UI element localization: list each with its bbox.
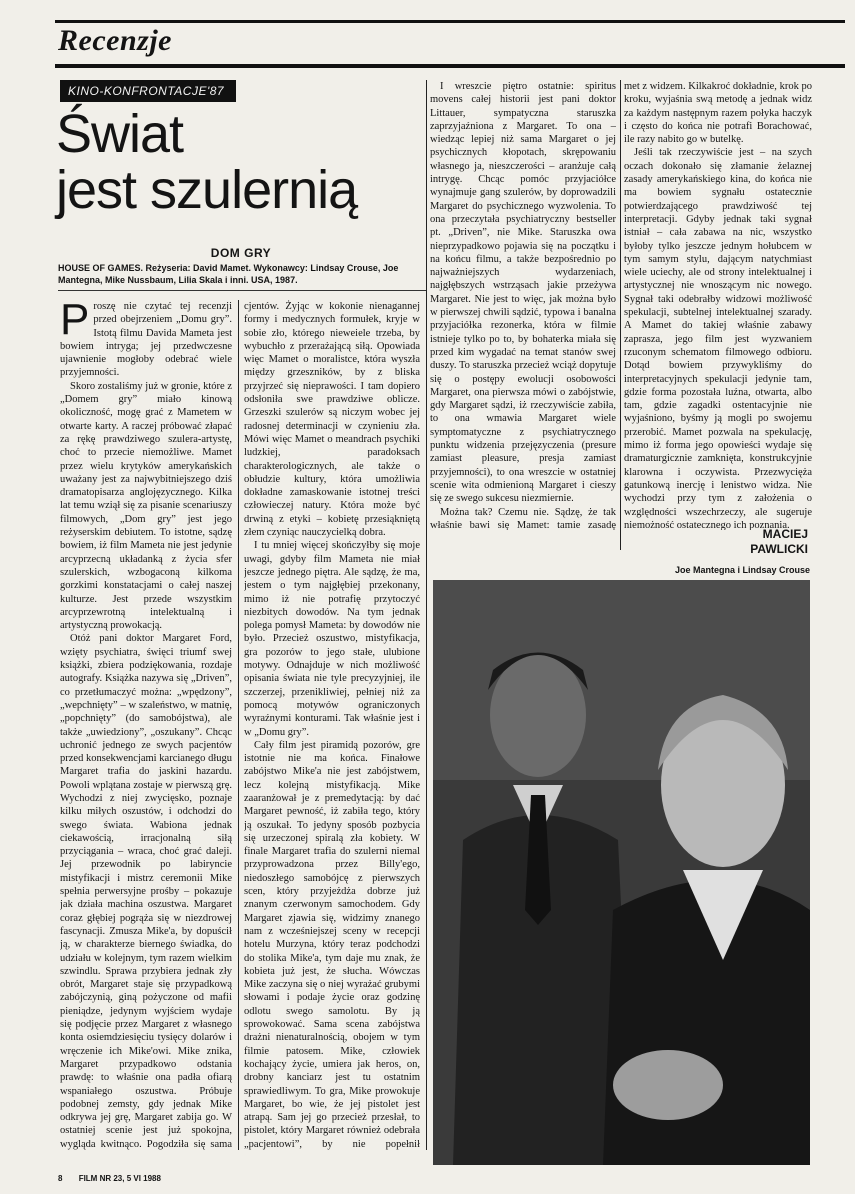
photo-caption: Joe Mantegna i Lindsay Crouse xyxy=(674,565,810,575)
paragraph-text: roszę nie czytać tej recenzji przed obejrzeniem „Domu gry”. Istotą filmu Davida Mameta jest bowiem intryga; jej przedwczesne ujawnienie mogłoby odebrać wiele przyjemności. xyxy=(60,301,232,379)
text-column-2 xyxy=(244,300,420,1150)
headline-line-2: jest szulernią xyxy=(56,160,358,220)
paragraph: cjentów. Żyjąc w kokonie nienagannej formy i medycznych formułek, kryje w sobie zło, którego nieweiele trzeba, by wybuchło z przerażającą siłą. Opowiada więc Mamet o moralistce, która wyszła między grzeszników, by z bliska przyjrzeć się nieprawości. I tam dopiero odsłoniła swe prawdziwe oblicze. Grzeszki szulerów są niczym wobec jej radosnej determinacji w czynieniu zła. Mówi więc Mamet o meandrach psychiki ludzkiej, paradoksach charakterologicznych, ale także o obłudzie kultury, która umożliwia dokładne zamaskowanie istotnej treści człowieczej natury. Która może być drwiną z etyki – kobietę przesiąkniętą złem czyniąc nauczycielką dobra. xyxy=(244,301,420,539)
top-rule xyxy=(55,20,845,23)
paragraph xyxy=(60,300,232,380)
film-credits: HOUSE OF GAMES. Reżyseria: David Mamet. Wykonawcy: Lindsay Crouse, Joe Mantegna, Mike Nussbaum, Lilia Skala i inni. USA, 1987. xyxy=(58,263,399,285)
column-divider xyxy=(238,300,239,1150)
paragraph: Można tak? Czemu nie. Sądzę, że tak właśnie bawi się Mamet: tamie zasadę xyxy=(430,506,616,530)
paragraph: I tu mniej więcej skończyłby się moje uwagi, gdyby film Mameta nie miał jeszcze jednego piętra. Ale sądzę, że ma, jestem o tym najgłębiej przekonany, mimo iż nie potrafię przytoczyć niezbitych dowodów. Na tym jednak polega pomysł Mameta: by dowodów nie było. Przecież oszustwo, mistyfikacja, gra pozorów to jego stałe, ulubione motywy. Odnajduje w nich możliwość opisania świata nie tyle precyzyjniej, ile szczerzej, przenikliwiej, pełniej niż za pomocą motywów ograniczonych wyraźnymi konturami. Tak właśnie jest i w „Domu gry”. xyxy=(244,540,420,738)
film-title: DOM GRY xyxy=(210,246,272,260)
paragraph: Otóż pani doktor Margaret Ford, wzięty psychiatra, święci triumf swej książki, zbiera podziękowania, rozdaje autografy. Książka nazywa się „Driven”, co przetłumaczyć można: „wpędzony”, „wepchnięty” – w szaleństwo, w matnię, „popchnięty” (do samobójstwa), ale także „uwiedziony”, „oszukany”. Chcąc uchronić jednego ze swych pacjentów przed konsekwencjami karcianego długu Margaret trafia do jaskini hazardu. Powoli wplątana zostaje w pierwszą grę. Wychodzi z niej zwycięsko, poznaje kilku miłych oszustów, i odchodzi do swego świata. Wabiona jednak ciekawością, irracjonalną siłą przyciągania – wraca, choć grać daleji. Jej przewodnik po labiryncie mistyfikacji i mistrz ceremonii Mike spełnia perwersyjne prośby – pokazuje jak działa machina oszustwa. Margaret coraz głębiej pogrąża się w niezdrowej fascynacji. Zmusza Mike'a, by dopuścił ją, w charakterze biernego świadka, do udziału w kolejnym, tym razem wielkim szwindlu. Sprawa przybiera jednak zły obrót, Margaret staje się przypadkową zabójczynią, giną pożyczone od mafii pieniądze, jedynym wyjściem wydaje się podjęcie przez Margaret z własnego konta osiemdziesięciu tysięcy dolarów i wręczenie ich Mike'owi. Mike znika, Margaret przypadkowo odstania prawdę: to właśnie ona padła ofiarą wspaniałego oszustwa. Próbuje podobnej zemsty, gdy jednak Mike odkrywa jej grę, Margaret zabija go. W ostatniej scenie jest już spokojna, wygląda kwitnąco. Pogodziła się sama xyxy=(60,633,232,1150)
column-divider xyxy=(426,80,427,1150)
text-column-1 xyxy=(60,300,232,1150)
credits-rule xyxy=(58,290,426,291)
drop-cap: P xyxy=(60,300,90,344)
page-footer xyxy=(58,1174,458,1183)
paragraph: Cały film jest piramidą pozorów, gre istotnie nie ma końca. Finałowe zabójstwo Mike'a nie jest zabójstwem, lecz kolejną mistyfikacją. Mike zaaranżował je z premedytacją: by dać Margaret pewność, iż zabiła tego, który ją oszukał. To jedyny sposób pozbycia się urzeczonej spiralą zła kobiety. W finale Margaret trafia do szulerni niemal przyprowadzona przez Billy'ego, niedoszłego samobójcę z pierwszych scen, który przyjeżdża dobrze już znanym czerwonym samochodem. Gdy Margaret zjawia się, widzimy znanego nam z wcześniejszej sceny w recepcji hotelu Murzyna, który teraz podchodzi do stolika Mike'a, tym daje mu znak, że kobieta już jest, że słucha. Wówczas Mike zaczyna się o niej wyrażać grubymi słowami i podaje życie oraz godzinę odlotu swego samolotu. By ją sprowokować. Sama scena zabójstwa drażni nienaturalnością, obojem w tym filmie patosem. Mike, człowiek kochający życie, umiera jak heros, on, drobny kanciarz jest tu ostatnim sprawiedliwym. To gra, Mike prowokuje Margaret, bo wie, że jej pistolet jest atrapą. Sam jej go przecież przesłał, to pistolet, który Margaret również odebrała „pacjentowi”, by nie popełnił xyxy=(244,739,420,1150)
paragraph: met z widzem. Kilkakroć dokładnie, krok po kroku, wyjaśnia swą metodę a jednak widz za każdym następnym razem połyka haczyk i często do końca nie potrafi Borachować, ile razy nabito go w butelkę. xyxy=(624,81,812,146)
author-last-name: PAWLICKI xyxy=(750,542,808,556)
paragraph: Skoro zostaliśmy już w gronie, które z „Domem gry” miało kinową okoliczność, mogę grać z Mametem w otwarte karty. A raczej próbować złapać za rękę prawdziwego szulera-artystę, choć to przecie niemożliwe. Mamet przez wielu krytyków amerykańskich uważany jest za najwybitniejszego dziś dramatopisarza anglojęzycznego. Kilka lat temu wziął się za pisanie scenariuszy filmowych, „Dom gry” jest jego reżyserskim debiutem. To istotne, sądzę bowiem, iż film Mameta nie jest jedynie arcyprzecną układanką z życia sfer szulerskich, wzbogaconą kilkoma gorzkimi konstatacjami o całej naszej kulturze. Jest przede wszystkim arcyprzewrotną intelektualną i artystyczną prowokacją. xyxy=(60,380,232,632)
series-badge: KINO-KONFRONTACJE'87 xyxy=(60,80,236,102)
section-rule xyxy=(55,64,845,68)
column-divider xyxy=(620,80,621,550)
issue-info: FILM NR 23, 5 VI 1988 xyxy=(78,1174,161,1183)
film-still-photo xyxy=(433,580,810,1165)
article-headline xyxy=(56,106,426,218)
paragraph: Jeśli tak rzeczywiście jest – na szych oczach dokonało się złamanie żelaznej zasady amerykańskiego kina, do końca nie ma bowiem sygnału ostatecznie potwierdzającego prawdziwość tej interpretacji. Gdyby jednak taki sygnał istniał – cała zabawa na nic, wszystko byłoby tylko jeszcze jednym hołubcem w tym samym stylu, dającym natychmiast wiele uciechy, ale od strony intelektualnej i artystycznej nie wnoszącym nic nowego. Sygnał taki odebrałby widzowi możliwość spekulacji, subtelnej intelektualnej szarady. A Mamet do takiej właśnie zabawy zaprasza, jego film jest wyzwaniem rzuconym schematom filmowego odbioru. Dotąd bowiem przywykliśmy do interpretacyjnych spekulacji jedynie tam, gdzie forma pozostała luźna, otwarta, albo tam, gdzie zagadki ostentacyjnie nie wyjaśniono, byśmy ją mogli po swojemu przerobić. Mamet pozwala na spekulację, mimo iż forma jego opowieści wydaje się dramaturgicznie zamknięta, konstrukcyjnie klarowna i oczywista. Przezwycięża gatunkową inercję i lenistwo widza. Nie wychodzi przy tym z założenia o względności wszechrzeczy, ale sugeruje niemożność ostatecznego ich poznania. xyxy=(624,147,812,530)
headline-line-1: Świat xyxy=(56,104,184,164)
photo-illustration xyxy=(433,580,810,1165)
section-title: Recenzje xyxy=(58,24,172,57)
paragraph: I wreszcie piętro ostatnie: spiritus movens całej historii jest pani doktor Littauer, sympatyczna staruszka zaprzyjaźniona z Margaret. To ona – wiedząc lepiej niż sama Margaret o jej psychicznych kłopotach, skrępowaniu własnego ja, nieszczerości – aranżuje całą intrygę. Chcąc pomóc przyjaciółce wynajmuje gang szulerów, by doprowadzili Margaret do psychicznego wyzwolenia. To ona przeczytała psychiatryczny bestseller pt. „Driven”, nie Mike. Staruszka owa nieprzypadkowo pojawia się na początku i na końcu filmu, a także bezpośrednio po najważniejszych wydarzeniach, najgłębszych wstrząsach jakie przeżywa Margaret. Nie jest to więc, jak można było w pierwszej chwili sądzić, typowa i banalna przyjaciółka rezonerka, która w filmie istnieje tylko po to, by bohaterka miała się przed kim wygadać na temat stanów swej duszy. To staruszka przecież wciąż dopytuje się o postępy ewolucji osobowości Margaret, ona pierwsza mówi o zabójstwie, gdy Margaret sądzi, iż rzeczywiście zabiła, to ona wmawia Margaret wiele symptomatyczne z psychiatrycznego punktu widzenia przejęzyczenia (presure zamiast pleasure, presja zamiast przyjemności), to ona wreszcie w ostatniej scenie wita odmienioną Margaret i cieszy się ze swego sukcesu niezmiernie. xyxy=(430,81,616,505)
author-first-name: MACIEJ xyxy=(762,527,808,541)
page-number: 8 xyxy=(58,1174,63,1183)
text-column-4 xyxy=(624,80,812,530)
text-column-3 xyxy=(430,80,616,530)
author-signature xyxy=(700,527,808,557)
